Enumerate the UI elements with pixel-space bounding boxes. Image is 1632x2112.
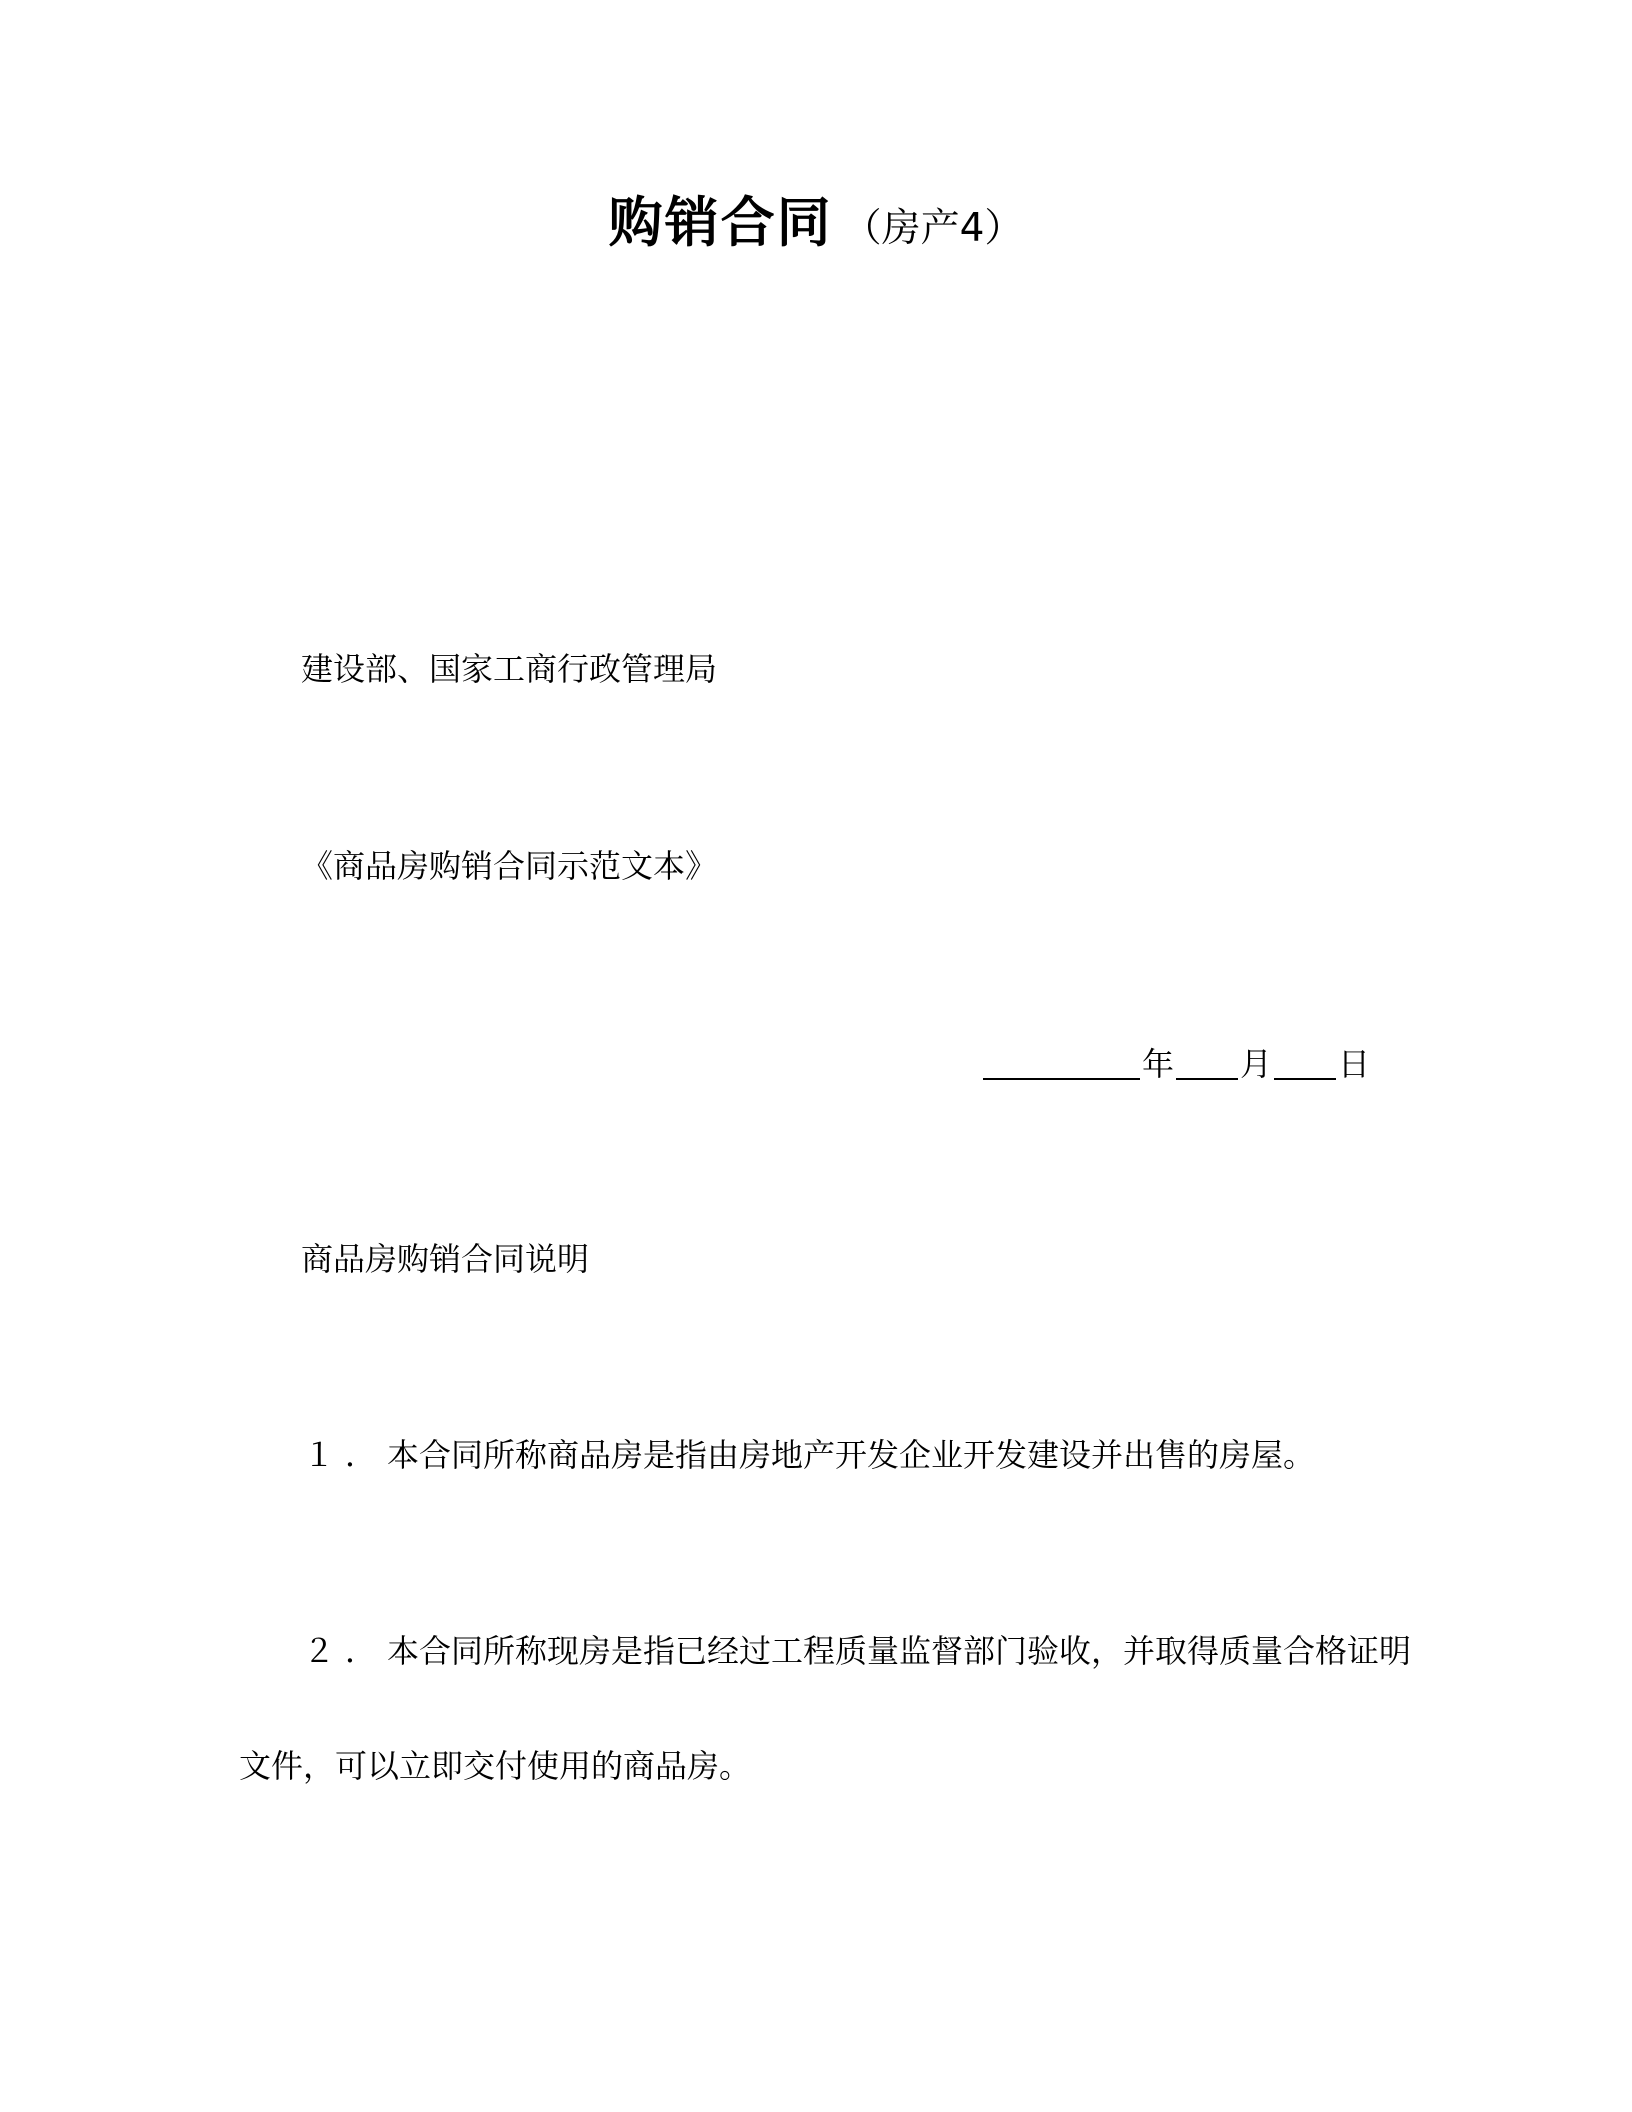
month-label: 月 (1240, 1045, 1273, 1083)
list-item (303, 1436, 1316, 1474)
year-label: 年 (1142, 1045, 1175, 1083)
section-heading: 商品房购销合同说明 (301, 1240, 590, 1278)
issuer-text: 建设部、国家工商行政管理局 (301, 650, 718, 688)
item-text: 本合同所称现房是指已经过工程质量监督部门验收，并取得质量合格证明 (387, 1632, 1412, 1670)
item-text: 本合同所称商品房是指由房地产开发企业开发建设并出售的房屋。 (387, 1436, 1316, 1474)
year-blank (983, 1045, 1140, 1080)
item-number: ２． (303, 1632, 388, 1670)
document-title (0, 191, 1632, 254)
day-label: 日 (1338, 1045, 1371, 1083)
day-blank (1274, 1045, 1336, 1080)
item-number: １． (303, 1436, 388, 1474)
list-item (303, 1632, 1412, 1670)
title-subtitle: （房产4） (842, 206, 1024, 251)
item-text-continuation: 文件，可以立即交付使用的商品房。 (239, 1747, 752, 1785)
document-name: 《商品房购销合同示范文本》 (301, 847, 718, 885)
title-main: 购销合同 (608, 191, 833, 254)
date-line (983, 1045, 1372, 1083)
month-blank (1176, 1045, 1238, 1080)
